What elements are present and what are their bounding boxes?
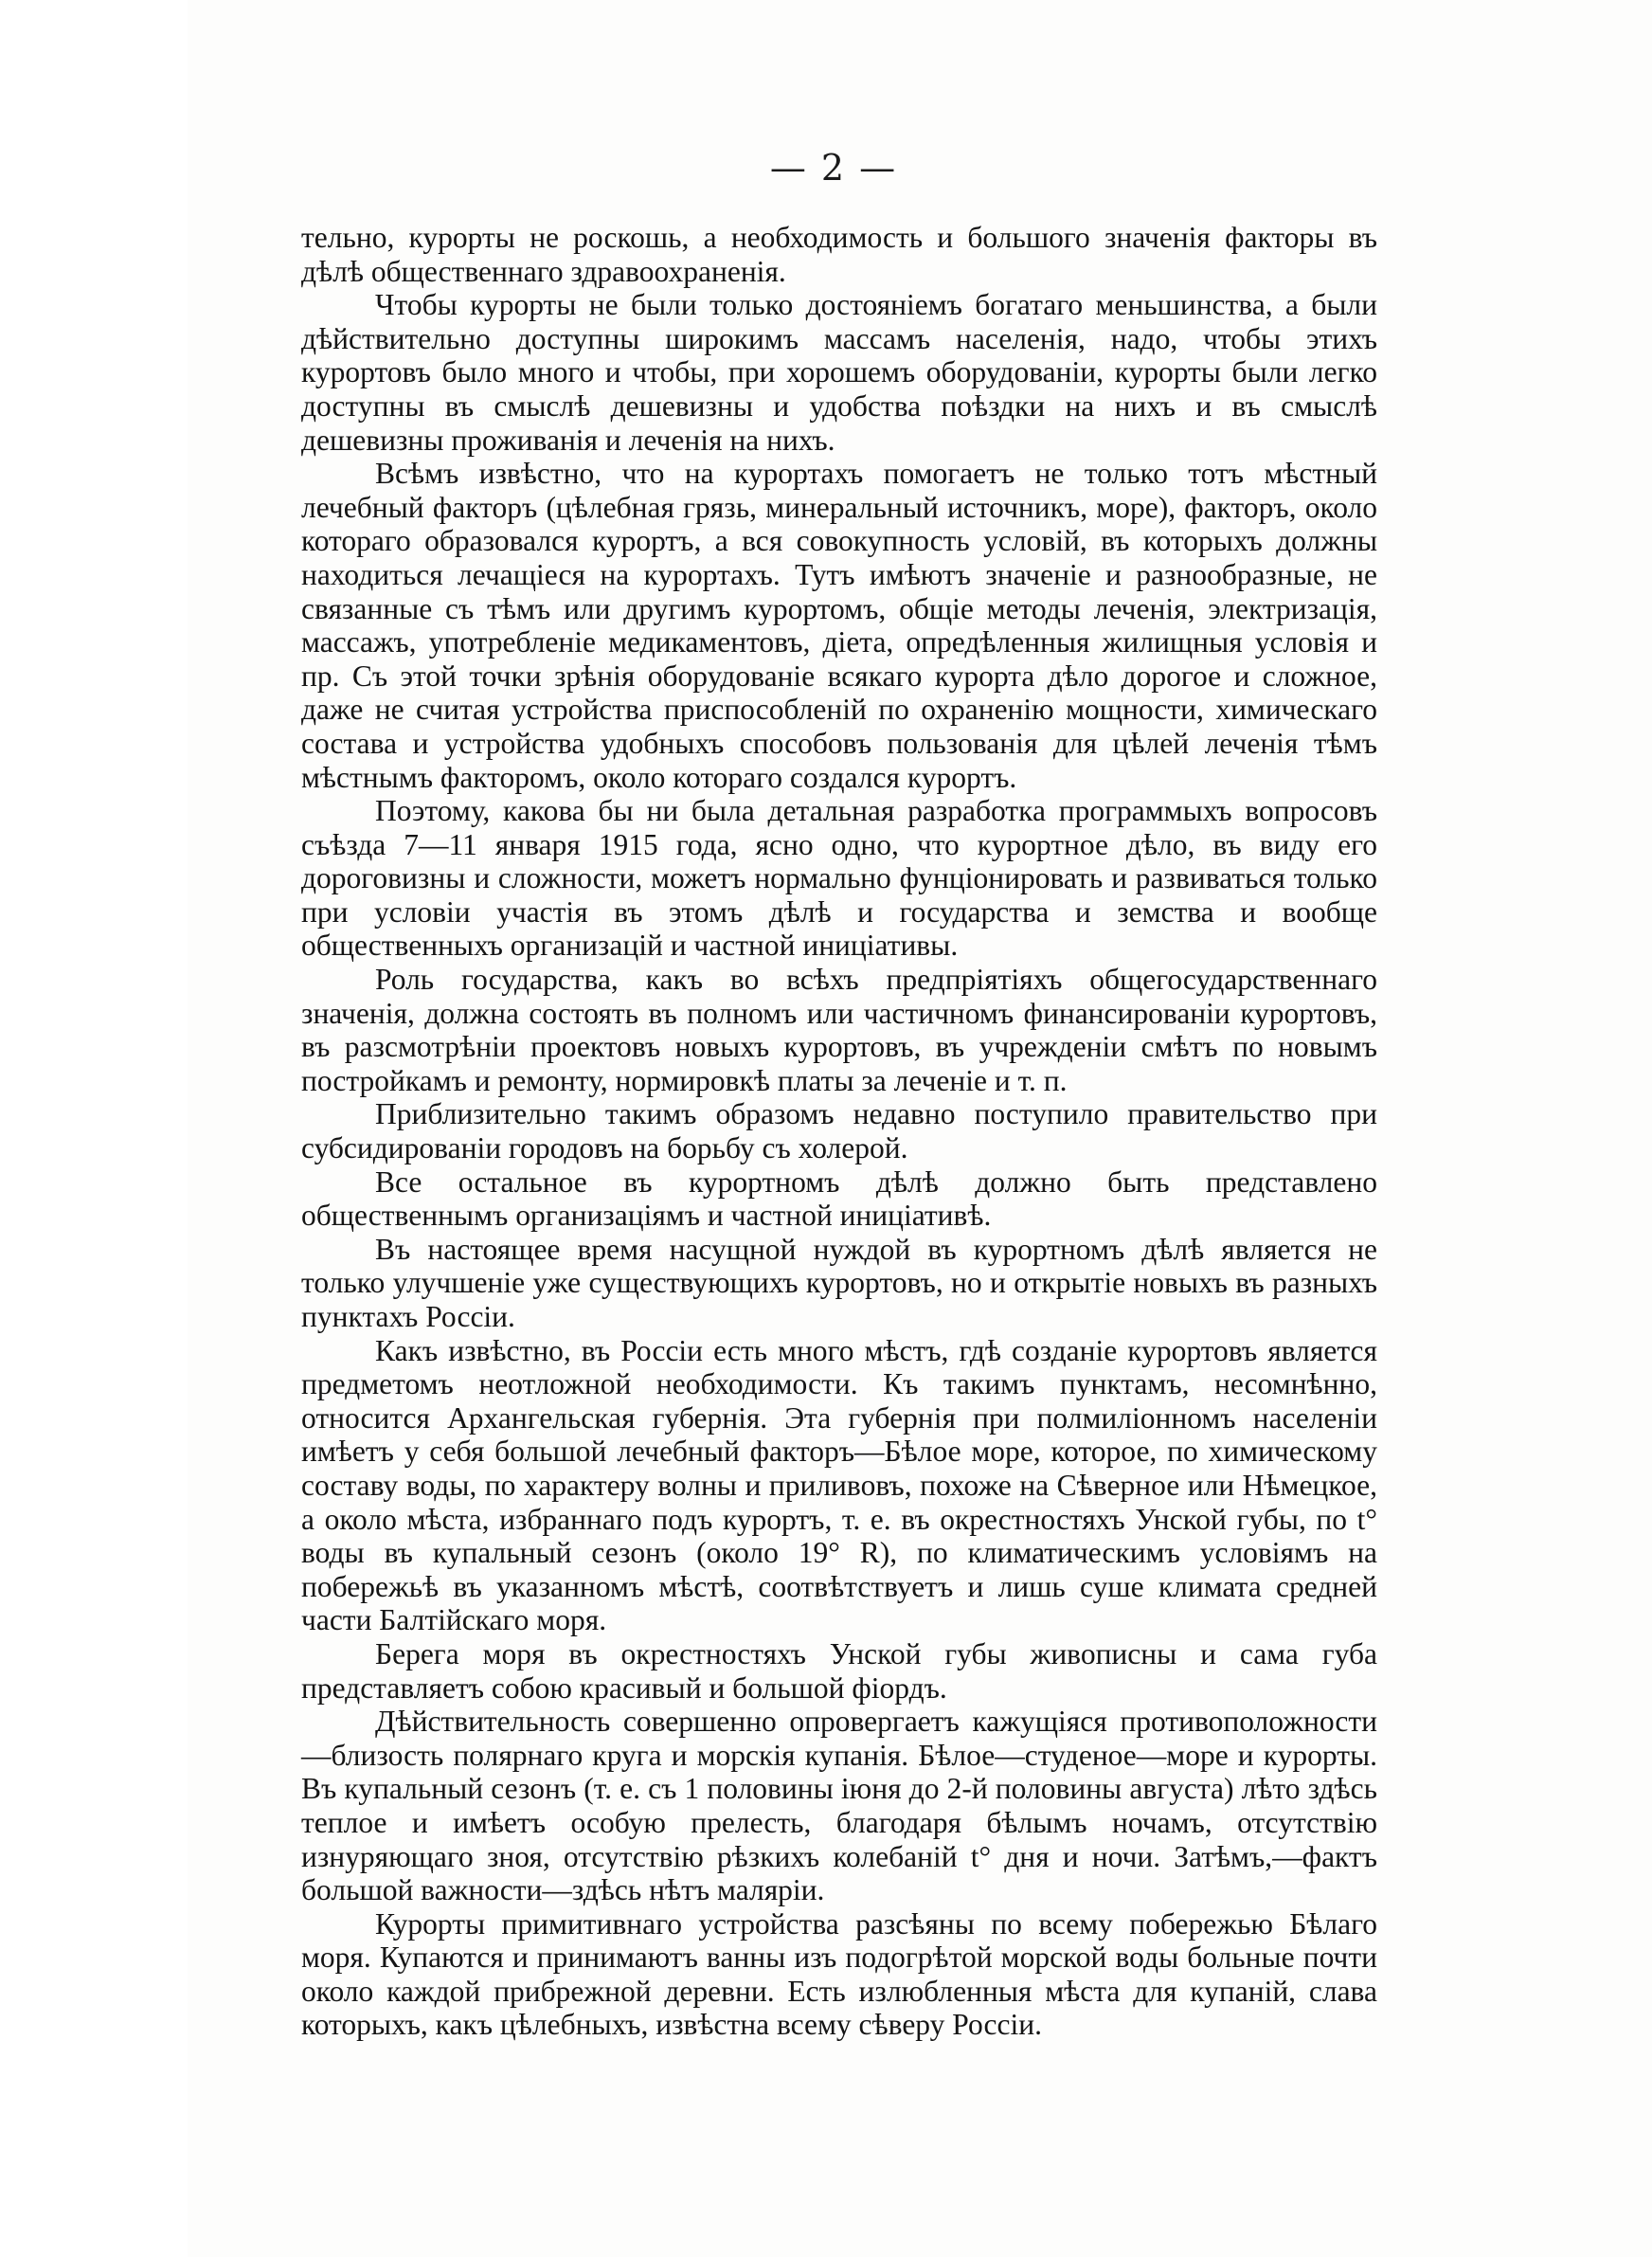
paragraph-7: Все остальное въ курортномъ дѣлѣ должно быть представлено общественнымъ организаціямъ и частной иниціативѣ.: [301, 1165, 1377, 1233]
page-number: — 2 —: [769, 147, 898, 189]
scan-margin: [0, 0, 188, 2257]
paragraph-8: Въ настоящее время насущной нуждой въ курортномъ дѣлѣ является не только улучшеніе уже существующихъ курортовъ, но и открытіе новыхъ въ разныхъ пунктахъ Россіи.: [301, 1232, 1377, 1333]
paragraph-11: Дѣйствительность совершенно опровергаетъ кажущіяся противоположности—близость полярнаго круга и морскія купанія. Бѣлое—студеное—море и курорты. Въ купальный сезонъ (т. е. съ 1 половины іюня до 2-й половины августа) лѣто здѣсь теплое и имѣетъ особую прелесть, благодаря бѣлымъ ночамъ, отсутствію изнуряющаго зноя, отсутствію рѣзкихъ колебаній t° дня и ночи. Затѣмъ,—фактъ большой важности—здѣсь нѣтъ маляріи.: [301, 1705, 1377, 1907]
paragraph-6: Приблизительно такимъ образомъ недавно поступило правительство при субсидированіи городовъ на борьбу съ холерой.: [301, 1097, 1377, 1165]
paragraph-4: Поэтому, какова бы ни была детальная разработка программыхъ вопросовъ съѣзда 7—11 января 1915 года, ясно одно, что курортное дѣло, въ виду его дороговизны и сложности, можетъ нормально фунціонировать и развиваться только при условіи участія въ этомъ дѣлѣ и государства и земства и вообще общественныхъ организацій и частной иниціативы.: [301, 794, 1377, 963]
paragraph-9: Какъ извѣстно, въ Россіи есть много мѣстъ, гдѣ созданіе курортовъ является предметомъ неотложной необходимости. Къ такимъ пунктамъ, несомнѣнно, относится Архангельская губернія. Эта губернія при полмиліонномъ населеніи имѣетъ у себя большой лечебный факторъ—Бѣлое море, которое, по химическому составу воды, по характеру волны и приливовъ, похоже на Сѣверное или Нѣмецкое, а около мѣста, избраннаго подъ курортъ, т. е. въ окрестностяхъ Унской губы, по t° воды въ купальный сезонъ (около 19° R), по климатическимъ условіямъ на побережьѣ въ указанномъ мѣстѣ, соотвѣтствуетъ и лишь суше климата средней части Балтійскаго моря.: [301, 1333, 1377, 1637]
paragraph-10: Берега моря въ окрестностяхъ Унской губы живописны и сама губа представляетъ собою красивый и большой фіордъ.: [301, 1636, 1377, 1705]
body-text: [301, 221, 1377, 2042]
paragraph-12: Курорты примитивнаго устройства разсѣяны по всему побережью Бѣлаго моря. Купаются и принимаютъ ванны изъ подогрѣтой морской воды больные почти около каждой прибрежной деревни. Есть излюбленныя мѣста для купаній, слава которыхъ, какъ цѣлебныхъ, извѣстна всему сѣверу Россіи.: [301, 1906, 1377, 2042]
paragraph-3: Всѣмъ извѣстно, что на курортахъ помогаетъ не только тотъ мѣстный лечебный факторъ (цѣлебная грязь, минеральный источникъ, море), факторъ, около котораго образовался курортъ, а вся совокупность условій, въ которыхъ должны находиться лечащіеся на курортахъ. Тутъ имѣютъ значеніе и разнообразные, не связанные съ тѣмъ или другимъ курортомъ, общіе методы леченія, электризація, массажъ, употребленіе медикаментовъ, діета, опредѣленныя жилищныя условія и пр. Съ этой точки зрѣнія оборудованіе всякаго курорта дѣло дорогое и сложное, даже не считая устройства приспособленій по охраненію мощности, химическаго состава и устройства удобныхъ способовъ пользованія для цѣлей леченія тѣмъ мѣстнымъ факторомъ, около котораго создался курортъ.: [301, 457, 1377, 794]
paragraph-1: тельно, курорты не роскошь, а необходимость и большого значенія факторы въ дѣлѣ общественнаго здравоохраненія.: [301, 221, 1377, 288]
paragraph-5: Роль государства, какъ во всѣхъ предпріятіяхъ общегосударственнаго значенія, должна состоять въ полномъ или частичномъ финансированіи курортовъ, въ разсмотрѣніи проектовъ новыхъ курортовъ, въ учрежденіи смѣтъ по новымъ постройкамъ и ремонту, нормировкѣ платы за леченіе и т. п.: [301, 963, 1377, 1097]
paragraph-2: Чтобы курорты не были только достояніемъ богатаго меньшинства, а были дѣйствительно доступны широкимъ массамъ населенія, надо, чтобы этихъ курортовъ было много и чтобы, при хорошемъ оборудованіи, курорты были легко доступны въ смыслѣ дешевизны и удобства поѣздки на нихъ и въ смыслѣ дешевизны проживанія и леченія на нихъ.: [301, 288, 1377, 457]
